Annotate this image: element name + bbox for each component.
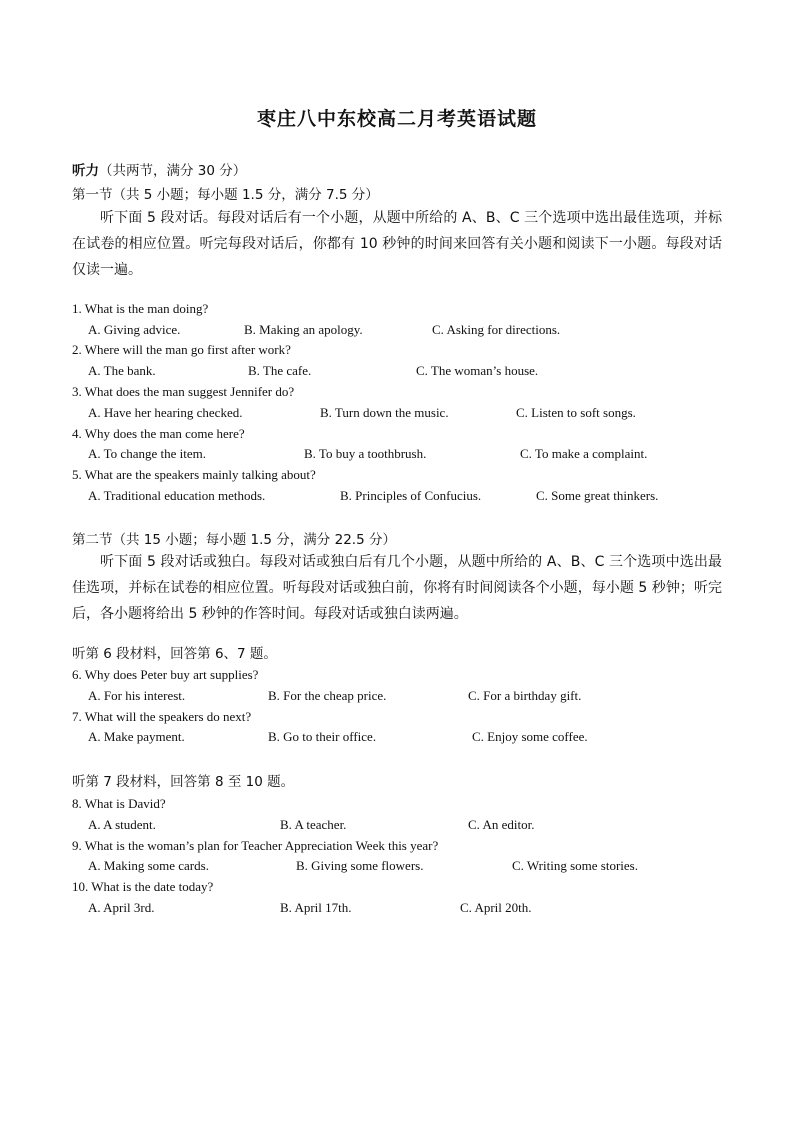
option-4c: C. To make a complaint. (520, 446, 648, 461)
question-3: 3. What does the man suggest Jennifer do? (72, 384, 295, 399)
question-4: 4. Why does the man come here? (72, 426, 245, 441)
page-title: 枣庄八中东校高二月考英语试题 (256, 108, 537, 130)
listening-heading-bold: 听力 (72, 163, 99, 179)
question-2: 2. Where will the man go first after work? (72, 342, 291, 357)
option-1b: B. Making an apology. (244, 322, 363, 337)
option-6c: C. For a birthday gift. (468, 688, 582, 703)
listening-heading-rest: （共两节，满分 30 分） (99, 163, 247, 179)
option-7a: A. Make payment. (88, 729, 185, 744)
option-3b: B. Turn down the music. (320, 405, 449, 420)
option-1c: C. Asking for directions. (432, 322, 561, 337)
option-2a: A. The bank. (88, 363, 156, 378)
option-5b: B. Principles of Confucius. (340, 488, 482, 503)
option-9b: B. Giving some flowers. (296, 858, 424, 873)
option-5a: A. Traditional education methods. (88, 488, 266, 503)
question-9: 9. What is the woman’s plan for Teacher Appreciation Week this year? (72, 838, 439, 853)
option-9c: C. Writing some stories. (512, 858, 638, 873)
option-4b: B. To buy a toothbrush. (304, 446, 427, 461)
group6-heading: 听第 6 段材料，回答第 6、7 题。 (72, 646, 277, 662)
option-7c: C. Enjoy some coffee. (472, 729, 588, 744)
option-8c: C. An editor. (468, 817, 535, 832)
question-10: 10. What is the date today? (72, 879, 214, 894)
option-9a: A. Making some cards. (88, 858, 209, 873)
section1-instructions: 听下面 5 段对话。每段对话后有一个小题，从题中所给的 A、B、C 三个选项中选出最佳选项，并标在试卷的相应位置。听完每段对话后，你都有 10 秒钟的时间来回答有关小题和阅读下一小题。每段对话仅读一遍。 (72, 210, 722, 278)
option-7b: B. Go to their office. (268, 729, 377, 744)
option-8b: B. A teacher. (280, 817, 347, 832)
option-8a: A. A student. (88, 817, 156, 832)
option-2c: C. The woman’s house. (416, 363, 539, 378)
question-7: 7. What will the speakers do next? (72, 709, 252, 724)
option-3a: A. Have her hearing checked. (88, 405, 243, 420)
option-10b: B. April 17th. (280, 900, 352, 915)
option-6a: A. For his interest. (88, 688, 186, 703)
question-8: 8. What is David? (72, 796, 166, 811)
section2-heading: 第二节（共 15 小题；每小题 1.5 分，满分 22.5 分） (72, 532, 396, 548)
section2-instructions: 听下面 5 段对话或独白。每段对话或独白后有几个小题，从题中所给的 A、B、C 三个选项中选出最佳选项，并标在试卷的相应位置。听每段对话或独白前，你将有时间阅读各个小题，每小题 5 秒钟；听完后，各小题将给出 5 秒钟的作答时间。每段对话或独白读两遍。 (72, 554, 722, 622)
option-4a: A. To change the item. (88, 446, 206, 461)
question-1: 1. What is the man doing? (72, 301, 209, 316)
option-5c: C. Some great thinkers. (536, 488, 659, 503)
option-6b: B. For the cheap price. (268, 688, 387, 703)
option-3c: C. Listen to soft songs. (516, 405, 636, 420)
question-5: 5. What are the speakers mainly talking about? (72, 467, 316, 482)
listening-heading (72, 162, 246, 180)
option-2b: B. The cafe. (248, 363, 312, 378)
section1-heading: 第一节（共 5 小题；每小题 1.5 分，满分 7.5 分） (72, 187, 379, 203)
option-1a: A. Giving advice. (88, 322, 181, 337)
group7-heading: 听第 7 段材料，回答第 8 至 10 题。 (72, 774, 295, 790)
option-10a: A. April 3rd. (88, 900, 155, 915)
question-6: 6. Why does Peter buy art supplies? (72, 667, 259, 682)
option-10c: C. April 20th. (460, 900, 532, 915)
